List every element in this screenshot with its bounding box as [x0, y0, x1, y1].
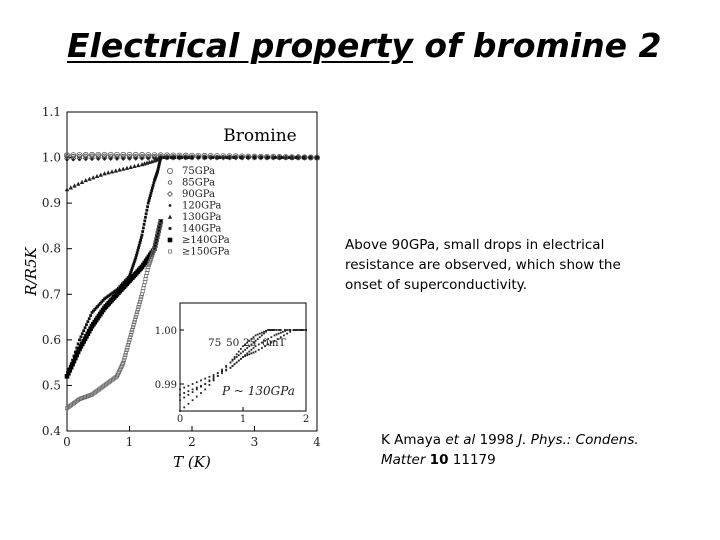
inset-data-point — [221, 372, 223, 374]
data-point — [134, 256, 137, 259]
data-point — [166, 156, 169, 159]
data-point — [147, 157, 150, 160]
legend-marker — [168, 215, 172, 219]
data-point — [151, 187, 154, 190]
main-y-tick-label: 1.1 — [41, 105, 61, 119]
inset-data-point — [295, 329, 297, 331]
main-x-tick-label: 2 — [188, 435, 196, 449]
inset-data-point — [179, 399, 181, 401]
data-point — [222, 156, 225, 159]
inset-pressure-annotation: P ~ 130GPa — [222, 384, 295, 398]
data-point — [302, 156, 305, 159]
inset-data-point — [257, 334, 259, 336]
data-point — [89, 314, 92, 317]
inset-data-point — [263, 331, 265, 333]
inset-data-point — [258, 344, 260, 346]
data-point — [117, 167, 121, 171]
inset-data-point — [282, 331, 284, 333]
data-point — [84, 178, 88, 182]
data-point — [218, 156, 221, 159]
inset-data-point — [225, 369, 227, 371]
inset-data-point — [221, 371, 223, 373]
data-point — [141, 157, 144, 160]
inset-data-point — [278, 329, 280, 331]
data-point — [122, 157, 125, 160]
data-point — [72, 183, 76, 187]
data-point — [148, 199, 151, 202]
data-point — [66, 158, 69, 161]
legend-marker — [168, 238, 173, 243]
data-point — [232, 156, 235, 159]
legend-marker — [169, 227, 172, 230]
data-point — [139, 241, 142, 244]
inset-data-point — [213, 380, 215, 382]
inset-data-point — [188, 390, 190, 392]
inset-data-point — [213, 378, 215, 380]
main-y-tick-label: 1.0 — [41, 150, 61, 165]
data-point — [187, 156, 190, 159]
main-x-tick-label: 4 — [313, 435, 321, 449]
data-point — [143, 219, 146, 222]
data-point — [225, 156, 228, 159]
data-point — [69, 185, 73, 189]
main-plot — [22, 105, 321, 471]
data-point — [138, 244, 141, 247]
data-point — [211, 156, 214, 159]
data-point — [239, 156, 242, 159]
legend-label: 85GPa — [182, 177, 215, 189]
inset-data-point — [286, 329, 288, 331]
inset-y-tick-label: 0.99 — [154, 380, 177, 391]
inset-data-point — [230, 362, 232, 364]
data-point — [191, 156, 194, 159]
data-point — [145, 209, 148, 212]
inset-data-point — [240, 358, 242, 360]
inset-data-point — [183, 407, 185, 409]
main-y-tick-label: 0.8 — [41, 241, 61, 256]
data-point — [125, 166, 129, 170]
inset-data-point — [259, 336, 261, 338]
data-point — [78, 158, 81, 161]
data-point — [253, 156, 256, 159]
inset-data-point — [192, 399, 194, 401]
inset-data-point — [244, 349, 246, 351]
main-x-axis-label: T (K) — [173, 453, 211, 471]
inset-data-point — [188, 394, 190, 396]
inset-data-point — [200, 385, 202, 387]
data-point — [281, 156, 284, 159]
data-point — [141, 234, 144, 237]
data-point — [143, 223, 146, 226]
resistance-figure — [10, 98, 330, 478]
inset-data-point — [232, 360, 234, 362]
data-point — [136, 251, 139, 254]
data-point — [142, 227, 145, 230]
inset-data-point — [248, 353, 250, 355]
data-point — [136, 249, 139, 252]
inset-x-tick-label: 0 — [176, 414, 184, 425]
data-point — [260, 156, 263, 159]
inset-data-point — [200, 380, 202, 382]
inset-data-point — [196, 381, 198, 383]
inset-data-point — [267, 329, 269, 331]
inset-data-point — [204, 378, 206, 380]
legend-marker — [168, 250, 171, 253]
data-point — [149, 194, 152, 197]
data-point — [152, 181, 155, 184]
data-point — [170, 156, 173, 159]
inset-data-point — [234, 356, 236, 358]
reference-citation — [381, 430, 681, 470]
main-y-tick-label: 0.6 — [41, 332, 61, 347]
data-point — [134, 157, 137, 160]
legend-marker — [168, 192, 173, 197]
inset-data-point — [284, 330, 286, 332]
inset-data-point — [248, 351, 250, 353]
inset-data-point — [188, 385, 190, 387]
reference-et-al: et al — [445, 432, 476, 448]
inset-data-point — [238, 360, 240, 362]
data-point — [116, 157, 119, 160]
data-point — [274, 156, 277, 159]
inset-data-point — [204, 383, 206, 385]
inset-data-point — [234, 358, 236, 360]
data-point — [129, 165, 133, 169]
data-point — [137, 246, 140, 249]
inset-data-point — [303, 329, 305, 331]
inset-data-point — [240, 348, 242, 350]
inset-data-point — [238, 354, 240, 356]
main-x-tick-label: 1 — [125, 435, 134, 449]
main-y-tick-label: 0.5 — [41, 378, 61, 393]
inset-data-point — [221, 369, 223, 371]
inset-data-point — [265, 331, 267, 333]
inset-data-point — [280, 332, 282, 334]
series-8 — [65, 220, 162, 410]
data-point — [180, 156, 183, 159]
description-text: Above 90GPa, small drops in electrical resistance are observed, which show the onset of superconductivity. — [345, 237, 621, 293]
inset-data-point — [192, 389, 194, 391]
data-point — [140, 236, 143, 239]
legend-label: ≥140GPa — [182, 235, 230, 246]
data-point — [145, 212, 148, 215]
inset-x-tick-label: 2 — [302, 414, 310, 425]
reference-authors: K Amaya — [381, 432, 446, 448]
inset-data-point — [242, 356, 244, 358]
inset-data-point — [240, 353, 242, 355]
inset-data-point — [192, 391, 194, 393]
legend-label: 130GPa — [182, 212, 222, 223]
inset-data-point — [259, 333, 261, 335]
inset-data-point — [196, 396, 198, 398]
data-point — [173, 156, 176, 159]
inset-data-point — [236, 356, 238, 358]
inset-data-point — [179, 394, 181, 396]
data-point — [121, 167, 125, 171]
inset-data-point — [246, 353, 248, 355]
inset-data-point — [261, 332, 263, 334]
data-point — [163, 156, 166, 159]
data-point — [91, 175, 95, 179]
legend-label: 140GPa — [182, 223, 222, 235]
inset-data-point — [257, 338, 259, 340]
inset-data-point — [225, 365, 227, 367]
inset-data-point — [242, 351, 244, 353]
inset-data-point — [204, 389, 206, 391]
inset-data-point — [236, 353, 238, 355]
main-chart-title: Bromine — [223, 126, 297, 146]
data-point — [103, 157, 106, 160]
legend-label: 120GPa — [182, 200, 222, 212]
inset-data-point — [251, 353, 253, 355]
data-point — [109, 157, 112, 160]
data-point — [97, 158, 100, 161]
inset-data-point — [301, 329, 303, 331]
inset-data-point — [272, 329, 274, 331]
data-point — [95, 174, 99, 178]
inset-data-point — [236, 362, 238, 364]
inset-data-point — [213, 376, 215, 378]
data-point — [86, 320, 89, 323]
reference-year: 1998 — [475, 432, 519, 448]
main-y-tick-label: 0.7 — [41, 287, 61, 302]
data-point — [80, 180, 84, 184]
data-point — [267, 156, 270, 159]
inset-data-point — [217, 375, 219, 377]
inset-data-point — [297, 329, 299, 331]
data-point — [132, 164, 136, 168]
data-point — [87, 177, 91, 181]
inset-data-point — [286, 333, 288, 335]
inset-data-point — [253, 352, 255, 354]
inset-data-point — [274, 329, 276, 331]
inset-data-point — [234, 363, 236, 365]
inset-data-point — [255, 351, 257, 353]
legend-marker — [168, 181, 172, 185]
data-point — [72, 158, 75, 161]
legend-label: 75GPa — [182, 166, 215, 177]
inset-data-point — [280, 329, 282, 331]
inset-plot — [155, 303, 309, 425]
legend-label: ≥150GPa — [182, 246, 230, 258]
data-point — [159, 156, 162, 159]
inset-data-point — [209, 376, 211, 378]
inset-y-tick-label: 1.00 — [154, 326, 177, 337]
data-point — [152, 184, 155, 187]
inset-data-point — [183, 397, 185, 399]
reference-page: 11179 — [448, 452, 496, 468]
legend-label: 90GPa — [182, 189, 215, 200]
data-point — [85, 323, 88, 326]
inset-data-point — [209, 380, 211, 382]
data-point — [110, 169, 114, 173]
inset-data-point — [305, 329, 307, 331]
data-point — [114, 168, 118, 172]
data-point — [84, 158, 87, 161]
inset-data-point — [232, 365, 234, 367]
inset-data-point — [293, 329, 295, 331]
data-point — [136, 163, 140, 167]
inset-data-point — [246, 354, 248, 356]
data-point — [288, 156, 291, 159]
data-point — [316, 156, 319, 159]
inset-data-point — [263, 333, 265, 335]
data-point — [102, 171, 106, 175]
data-point — [84, 326, 87, 329]
inset-data-point — [289, 329, 291, 331]
inset-data-point — [269, 329, 271, 331]
inset-data-point — [196, 387, 198, 389]
data-point — [91, 158, 94, 161]
data-point — [144, 216, 147, 219]
data-point — [81, 332, 84, 335]
data-point — [141, 230, 144, 233]
inset-data-point — [200, 392, 202, 394]
data-point — [79, 335, 82, 338]
data-point — [284, 156, 287, 159]
data-point — [184, 156, 187, 159]
inset-data-point — [183, 387, 185, 389]
reference-volume: 10 — [429, 452, 449, 468]
inset-data-point — [258, 349, 260, 351]
inset-data-point — [299, 329, 301, 331]
data-point — [88, 317, 91, 320]
legend-marker — [167, 168, 172, 173]
inset-data-point — [188, 403, 190, 405]
inset-series-label: 50 — [226, 337, 240, 349]
data-point — [135, 254, 138, 257]
data-point — [295, 156, 298, 159]
inset-x-tick-label: 1 — [239, 414, 247, 425]
inset-data-point — [196, 389, 198, 391]
slide-title-rest: of bromine 2 — [412, 26, 662, 65]
inset-data-point — [179, 389, 181, 391]
legend-marker — [169, 204, 172, 207]
inset-data-point — [289, 331, 291, 333]
data-point — [147, 202, 150, 205]
inset-series-label: 0mT — [262, 337, 286, 349]
inset-series-label: 25 — [243, 337, 257, 349]
inset-data-point — [276, 329, 278, 331]
main-y-axis-label: R/R5K — [22, 247, 40, 296]
series-7 — [65, 219, 163, 379]
slide-title — [67, 24, 662, 68]
inset-series-label: 75 — [208, 337, 222, 349]
inset-data-point — [244, 355, 246, 357]
data-point — [150, 189, 153, 192]
data-point — [246, 156, 249, 159]
data-point — [99, 172, 103, 176]
inset-data-point — [238, 351, 240, 353]
inset-data-point — [213, 374, 215, 376]
inset-data-point — [192, 383, 194, 385]
data-point — [177, 156, 180, 159]
inset-data-point — [209, 384, 211, 386]
data-point — [309, 156, 312, 159]
inset-data-point — [251, 349, 253, 351]
inset-data-point — [230, 367, 232, 369]
inset-data-point — [276, 334, 278, 336]
data-point — [128, 157, 131, 160]
data-point — [76, 182, 80, 186]
data-point — [150, 192, 153, 195]
inset-data-point — [278, 333, 280, 335]
inset-data-point — [183, 392, 185, 394]
data-point — [82, 329, 85, 332]
data-point — [198, 156, 201, 159]
data-point — [146, 205, 149, 208]
data-point — [139, 239, 142, 242]
data-point — [106, 170, 110, 174]
data-point — [204, 156, 207, 159]
slide-title-underlined: Electrical property — [67, 26, 413, 65]
data-point — [65, 187, 69, 191]
inset-data-point — [217, 372, 219, 374]
reference-journal: J. Phys.: Condens. Matter — [381, 432, 639, 468]
main-x-tick-label: 3 — [250, 435, 259, 449]
main-y-tick-label: 0.4 — [41, 424, 61, 438]
main-x-tick-label: 0 — [63, 435, 71, 449]
main-y-tick-label: 0.9 — [41, 196, 61, 211]
data-point — [148, 197, 151, 200]
inset-data-point — [179, 410, 181, 412]
data-point — [78, 338, 81, 341]
